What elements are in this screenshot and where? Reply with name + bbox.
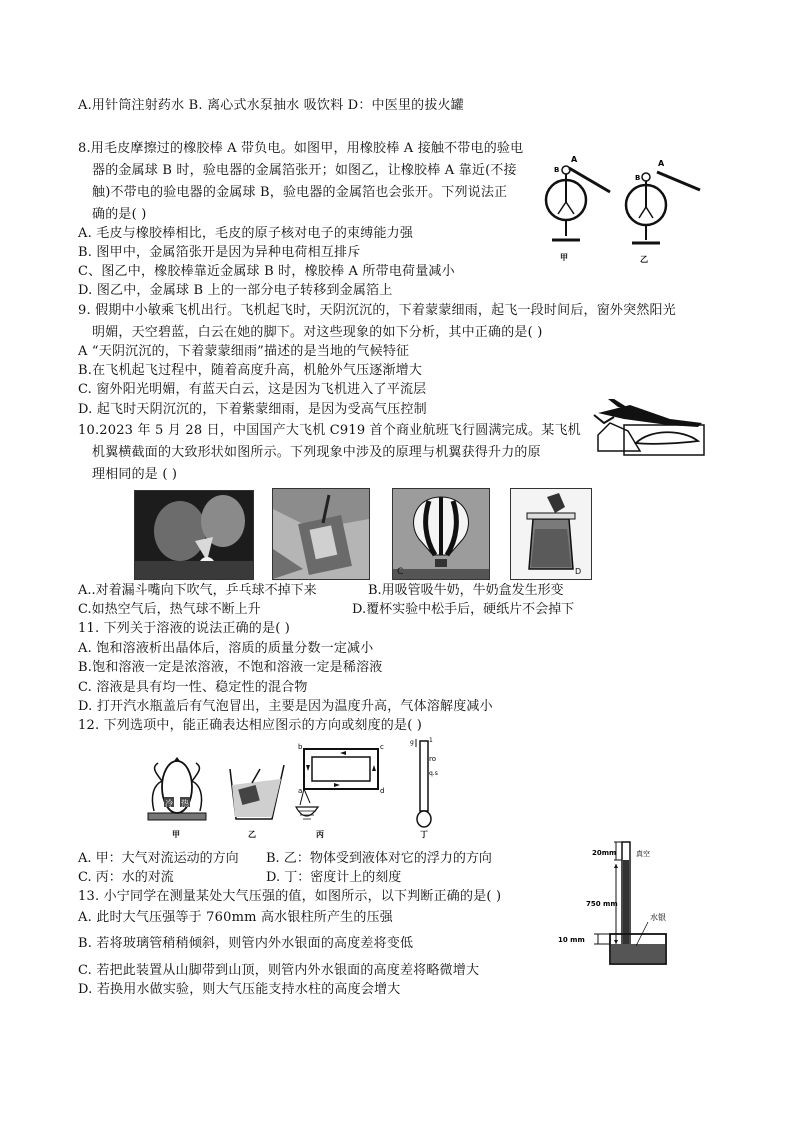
airplane-wing-figure: [590, 395, 710, 460]
q10-option-b: B.用吸管吸牛奶，牛奶盒发生形变: [368, 583, 564, 598]
caption-yi: 乙: [640, 255, 648, 264]
q11-option-b: B.饱和溶液一定是浓溶液，不饱和溶液一定是稀溶液: [78, 660, 383, 675]
q8-option-c: C、图乙中，橡胶棒靠近金属球 B 时，橡胶棒 A 所带电荷量减小: [78, 264, 455, 279]
q13-option-b: B. 若将玻璃管稍稍倾斜，则管内外水银面的高度差将变低: [78, 936, 414, 951]
figure-yi-buoyancy: [230, 765, 284, 839]
jia-label-a: A: [571, 155, 578, 164]
q11-option-c: C. 溶液是具有均一性、稳定性的混合物: [78, 680, 308, 695]
q10-stem-line-3: 理相同的是 ( ): [92, 467, 178, 482]
caption-12-ding: 丁: [420, 830, 428, 839]
caption-12-yi: 乙: [248, 830, 256, 839]
q7-options: A.用针筒注射药水 B. 离心式水泵抽水 吸饮料 D：中医里的拔火罐: [78, 98, 464, 113]
q9-option-d: D. 起飞时天阴沉沉的，下着紫蒙细雨，是因为受高气压控制: [78, 402, 427, 417]
fig-bing-a: a: [298, 787, 303, 795]
jia-label-b: B: [554, 166, 560, 174]
q10-option-c: C.如热空气后，热气球不断上升: [78, 602, 261, 617]
q8-option-b: B. 图甲中，金属箔张开是因为异种电荷相互排斥: [78, 245, 361, 260]
q12-diagram: [140, 735, 460, 845]
q12-option-d: D. 丁：密度计上的刻度: [266, 870, 402, 885]
q12-option-c: C. 丙：水的对流: [78, 870, 174, 885]
torricelli-bottom-label: 10 mm: [558, 936, 585, 944]
torricelli-top-label: 20mm: [592, 849, 617, 857]
q13-stem: 13. 小宁同学在测量某处大气压强的值，如图所示，以下判断正确的是( ): [78, 889, 502, 904]
q8-stem-line-1: 8.用毛皮摩擦过的橡胶棒 A 带负电。如图甲，用橡胶棒 A 接触不带电的验电: [78, 141, 524, 156]
photo-label-c: C: [397, 567, 404, 577]
caption-12-jia: 甲: [172, 830, 180, 839]
q12-option-a: A. 甲：大气对流运动的方向: [78, 851, 239, 866]
torricelli-mercury-label: 水银: [650, 913, 666, 922]
fig-bing-d: d: [380, 787, 385, 795]
fig-jia-hot: 热: [181, 799, 189, 808]
electroscope-diagram: [540, 150, 715, 265]
q12-stem: 12. 下列选项中，能正确表达相应图示的方向或刻度的是( ): [78, 718, 423, 733]
q8-stem-line-3: 触)不带电的验电器的金属球 B，验电器的金属箔也会张开。下列说法正: [92, 185, 508, 200]
torricelli-vacuum-label: 真空: [636, 850, 650, 858]
photo-funnel-blow: [134, 490, 254, 580]
q13-option-d: D. 若换用水做实验，则大气压能支持水柱的高度会增大: [78, 982, 401, 997]
electroscope-yi: [626, 159, 700, 264]
fig-bing-b: b: [298, 743, 303, 751]
q8-stem-line-4: 确的是( ): [92, 207, 147, 222]
q8-option-a: A. 毛皮与橡胶棒相比，毛皮的原子核对电子的束缚能力强: [78, 226, 414, 241]
fig-ding-qs: q.s: [429, 770, 438, 777]
photo-milk-straw: [272, 488, 370, 580]
q13-option-c: C. 若把此装置从山脚带到山顶，则管内外水银面的高度差将略微增大: [78, 963, 480, 978]
q12-option-b: B. 乙：物体受到液体对它的浮力的方向: [266, 851, 492, 866]
q9-option-a: A “天阴沉沉的，下着蒙蒙细雨”描述的是当地的气候特征: [78, 344, 410, 359]
figure-ding-hydrometer: [410, 737, 438, 839]
q9-option-c: C. 窗外阳光明媚，有蓝天白云，这是因为飞机进入了平流层: [78, 382, 427, 397]
q10-stem-line-2: 机翼横截面的大致形状如图所示。下列现象中涉及的原理与机翼获得升力的原: [92, 445, 541, 460]
q11-stem: 11. 下列关于溶液的说法正确的是( ): [78, 621, 291, 636]
q9-option-b: B.在飞机起飞过程中，随着高度升高，机舱外气压逐渐增大: [78, 363, 423, 378]
q8-option-d: D. 图乙中，金属球 B 上的一部分电子转移到金属箔上: [78, 283, 393, 298]
q11-option-a: A. 饱和溶液析出晶体后，溶质的质量分数一定减小: [78, 641, 374, 656]
yi-label-b: B: [635, 174, 641, 182]
q13-option-a: A. 此时大气压强等于 760mm 高水银柱所产生的压强: [78, 910, 393, 925]
q8-stem-line-2: 器的金属球 B 时，验电器的金属箔张开；如图乙，让橡胶棒 A 靠近(不接: [92, 163, 517, 178]
fig-bing-c: c: [380, 743, 384, 751]
airplane-wing-diagram: [590, 395, 710, 460]
torricelli-diagram: [556, 838, 686, 978]
q11-option-d: D. 打开汽水瓶盖后有气泡冒出，主要是因为温度升高，气体溶解度减小: [78, 699, 493, 714]
caption-jia: 甲: [560, 253, 568, 262]
electroscope-figure: [540, 150, 715, 265]
torricelli-figure: [556, 838, 686, 978]
electroscope-jia: [546, 155, 610, 262]
q9-stem-line-2: 明媚，天空碧蓝，白云在她的脚下。对这些现象的如下分析，其中正确的是( ): [92, 325, 543, 340]
photo-cup-experiment: [510, 488, 592, 580]
photo-hot-air-balloon: [392, 488, 490, 580]
figure-jia-convection: [148, 757, 206, 839]
fig-ding-g: g: [410, 739, 414, 746]
figure-bing-water-convection: [296, 743, 384, 839]
torricelli-mid-label: 750 mm: [586, 900, 618, 908]
q10-option-a: A..对着漏斗嘴向下吹气，乒乓球不掉下来: [78, 583, 317, 598]
photo-label-d: D: [575, 567, 582, 576]
q9-stem-line-1: 9. 假期中小敏乘飞机出行。飞机起飞时，天阴沉沉的，下着蒙蒙细雨，起飞一段时间后，窗外突然阳光: [78, 303, 676, 318]
yi-label-a: A: [658, 159, 665, 168]
q10-stem-line-1: 10.2023 年 5 月 28 日，中国国产大飞机 C919 首个商业航班飞行圆满完成。某飞机: [78, 423, 581, 438]
fig-ding-1: 1: [429, 737, 433, 744]
q12-figures: [140, 735, 460, 845]
fig-ding-ro: ro: [429, 755, 437, 763]
q10-option-d: D.覆杯实验中松手后，硬纸片不会掉下: [352, 602, 575, 617]
fig-jia-cold: 冷: [165, 799, 173, 808]
caption-12-bing: 丙: [316, 830, 324, 839]
